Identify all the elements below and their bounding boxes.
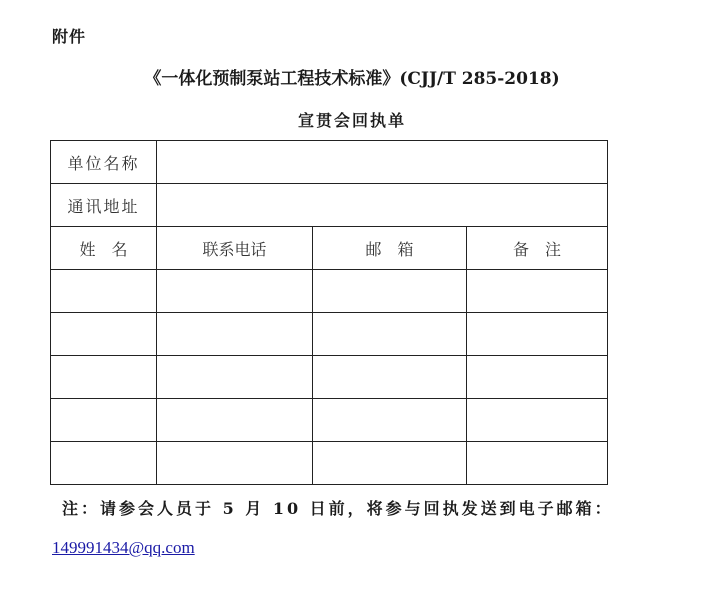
remarks-cell[interactable]: [467, 356, 608, 399]
phone-cell[interactable]: [157, 270, 313, 313]
form-subtitle: 宣贯会回执单: [297, 111, 406, 130]
email-cell[interactable]: [313, 442, 467, 485]
remarks-cell[interactable]: [467, 313, 608, 356]
phone-cell[interactable]: [157, 399, 313, 442]
remarks-cell[interactable]: [467, 399, 608, 442]
address-label: 通讯地址: [51, 184, 157, 227]
table-row: [51, 442, 608, 485]
unit-name-field[interactable]: [157, 141, 608, 184]
name-cell[interactable]: [51, 399, 157, 442]
name-cell[interactable]: [51, 270, 157, 313]
unit-name-label: 单位名称: [51, 141, 157, 184]
email-cell[interactable]: [313, 313, 467, 356]
table-row: [51, 356, 608, 399]
phone-cell[interactable]: [157, 442, 313, 485]
header-email: 邮 箱: [313, 227, 467, 270]
email-cell[interactable]: [313, 356, 467, 399]
name-cell[interactable]: [51, 313, 157, 356]
address-field[interactable]: [157, 184, 608, 227]
remarks-cell[interactable]: [467, 442, 608, 485]
reply-form-table: [50, 140, 608, 485]
table-row: [51, 270, 608, 313]
submission-note: 注：请参会人员于 5 月 10 日前，将参与回执发送到电子邮箱：: [62, 499, 614, 518]
phone-cell[interactable]: [157, 356, 313, 399]
table-row: [51, 313, 608, 356]
header-remarks: 备 注: [467, 227, 608, 270]
unit-name-row: [51, 141, 608, 184]
header-name: 姓 名: [51, 227, 157, 270]
document-title: 《一体化预制泵站工程技术标准》(CJJ/T 285-2018): [144, 69, 560, 89]
email-cell[interactable]: [313, 399, 467, 442]
email-link[interactable]: 149991434@qq.com: [52, 538, 195, 557]
name-cell[interactable]: [51, 356, 157, 399]
table-row: [51, 399, 608, 442]
header-phone: 联系电话: [157, 227, 313, 270]
attachment-label: 附件: [52, 27, 87, 46]
header-row: [51, 227, 608, 270]
phone-cell[interactable]: [157, 313, 313, 356]
remarks-cell[interactable]: [467, 270, 608, 313]
address-row: [51, 184, 608, 227]
email-cell[interactable]: [313, 270, 467, 313]
name-cell[interactable]: [51, 442, 157, 485]
